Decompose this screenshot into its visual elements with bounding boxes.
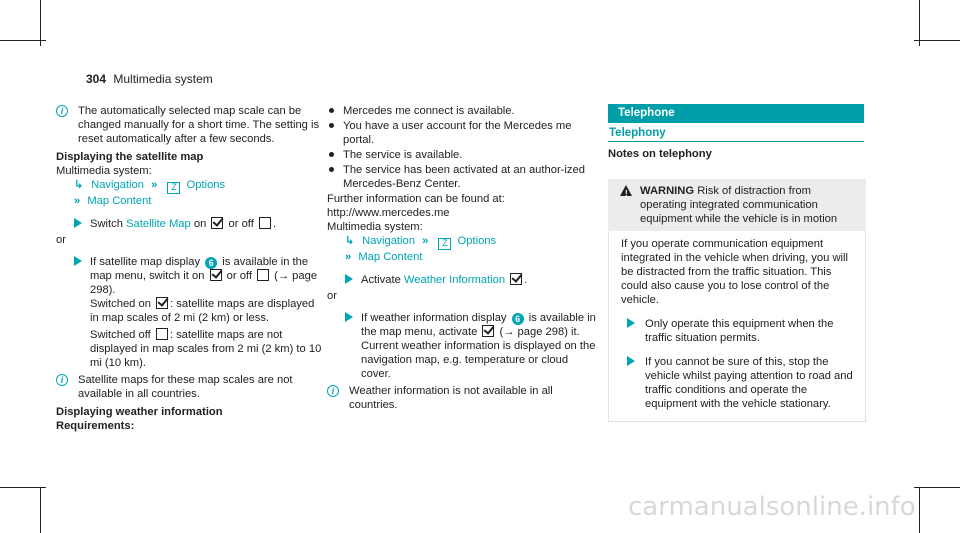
step-arrow-icon [627, 318, 635, 328]
step-switch-satellite: Switch Satellite Map on or off . [56, 217, 326, 231]
multimedia-label: Multimedia system: [327, 221, 423, 233]
column-2 [327, 104, 597, 412]
map-content-link[interactable]: Map Content [358, 251, 423, 263]
crop-mark [40, 487, 41, 533]
checkbox-empty-icon [259, 217, 271, 229]
page-header [86, 72, 213, 86]
warning-box [608, 179, 866, 422]
step-arrow-icon [345, 312, 353, 322]
map-content-link[interactable]: Map Content [87, 195, 152, 207]
page-number: 304 [86, 72, 107, 86]
warning-body: If you operate communication equipment integrated in the vehicle when driving, you will be distracted from the traffic situation. This could also cause you to lose control of the vehicle. Only operate this equipment when the traffic situation permits. If you cannot be sure of this, stop the vehicle whilst paying attention to road and traffic conditions and operate the equipment with the vehicle stationary. [608, 231, 866, 422]
navigation-link[interactable]: Navigation [362, 235, 415, 247]
watermark: carmanualsonline.info [628, 492, 916, 522]
crop-mark [0, 40, 46, 41]
warning-header: ! WARNING Risk of distraction from operating integrated communication equipment while the vehicle is in motion [608, 179, 866, 231]
requirement-item: You have a user account for the Mercedes me portal. [327, 119, 597, 147]
menu-path [56, 178, 326, 194]
checkbox-checked-icon [211, 217, 223, 229]
or-text: or [327, 290, 337, 302]
further-info: Further information can be found at: http://www.mercedes.me [327, 193, 505, 219]
weather-information-option[interactable]: Weather Information [403, 274, 506, 286]
checkbox-checked-icon [210, 269, 222, 281]
info-note: i The automatically selected map scale can be changed manually for a short time. The setting is reset automatically after a few seconds. [56, 104, 326, 146]
checkbox-checked-icon [510, 273, 522, 285]
step-arrow-icon [74, 256, 82, 266]
step-arrow-icon [74, 218, 82, 228]
double-chevron-icon: » [345, 251, 352, 263]
section-title-bar: Telephone [608, 104, 864, 123]
requirements-label: Requirements: [56, 420, 135, 432]
menu-path-2 [327, 250, 597, 264]
crop-mark [914, 40, 960, 41]
column-3 [608, 147, 866, 422]
callout-badge: 6 [512, 313, 524, 325]
weather-heading: Displaying weather information [56, 406, 223, 418]
satellite-map-option[interactable]: Satellite Map [126, 218, 191, 230]
return-arrow-icon: ↳ [345, 235, 355, 247]
crop-mark [914, 487, 960, 488]
options-link[interactable]: Options [186, 179, 226, 191]
warning-triangle-icon: ! [620, 185, 632, 196]
step-arrow-icon [345, 274, 353, 284]
options-link[interactable]: Options [457, 235, 497, 247]
step-weather-display: If weather information display 6 is available in the map menu, activate (→ page 298) it. Current weather information is displayed on the navigation map, e.g. temperature or cloud cover. [327, 311, 597, 381]
info-note: i Weather information is not available in all countries. [327, 384, 597, 412]
requirement-item: The service has been activated at an author-ized Mercedes-Benz Center. [327, 163, 597, 191]
step-arrow-icon [627, 356, 635, 366]
checkbox-empty-icon [156, 328, 168, 340]
callout-badge: 6 [205, 257, 217, 269]
requirement-item: The service is available. [327, 148, 597, 162]
info-note: i Satellite maps for these map scales are not available in all countries. [56, 373, 326, 401]
subsection-title: Telephony [608, 124, 864, 142]
options-icon: Z [438, 238, 451, 250]
warning-step: If you cannot be sure of this, stop the vehicle whilst paying attention to road and traffic conditions and operate the equipment with the vehicle stationary. [621, 355, 855, 411]
step-satellite-display: If satellite map display 6 is available in the map menu, switch it on or off (→ page 298). Switched on : satellite maps are displayed in map scales of 2 mi (2 km) or less. Switched off : satellite maps are not displayed in map scales from 2 mi (2 km) to 10 mi (10 km). [56, 255, 326, 370]
checkbox-empty-icon [257, 269, 269, 281]
or-text: or [56, 234, 66, 246]
warning-step: Only operate this equipment when the traffic situation permits. [621, 317, 855, 345]
column-1 [56, 104, 326, 433]
warning-label: WARNING [640, 185, 695, 197]
section-name: Multimedia system [113, 72, 213, 86]
crop-mark [919, 487, 920, 533]
requirement-item: Mercedes me connect is available. [327, 104, 597, 118]
navigation-link[interactable]: Navigation [91, 179, 144, 191]
step-activate-weather: Activate Weather Information . [327, 273, 597, 287]
info-icon: i [56, 105, 68, 117]
menu-path-2 [56, 194, 326, 208]
info-icon: i [56, 374, 68, 386]
options-icon: Z [167, 182, 180, 194]
crop-mark [0, 487, 46, 488]
satellite-heading: Displaying the satellite map [56, 151, 204, 163]
menu-path [327, 234, 597, 250]
multimedia-label: Multimedia system: [56, 165, 152, 177]
info-icon: i [327, 385, 339, 397]
double-chevron-icon: » [74, 195, 81, 207]
return-arrow-icon: ↳ [74, 179, 84, 191]
checkbox-checked-icon [156, 297, 168, 309]
double-chevron-icon: » [422, 235, 429, 247]
double-chevron-icon: » [151, 179, 158, 191]
notes-heading: Notes on telephony [608, 148, 712, 160]
checkbox-checked-icon [482, 325, 494, 337]
